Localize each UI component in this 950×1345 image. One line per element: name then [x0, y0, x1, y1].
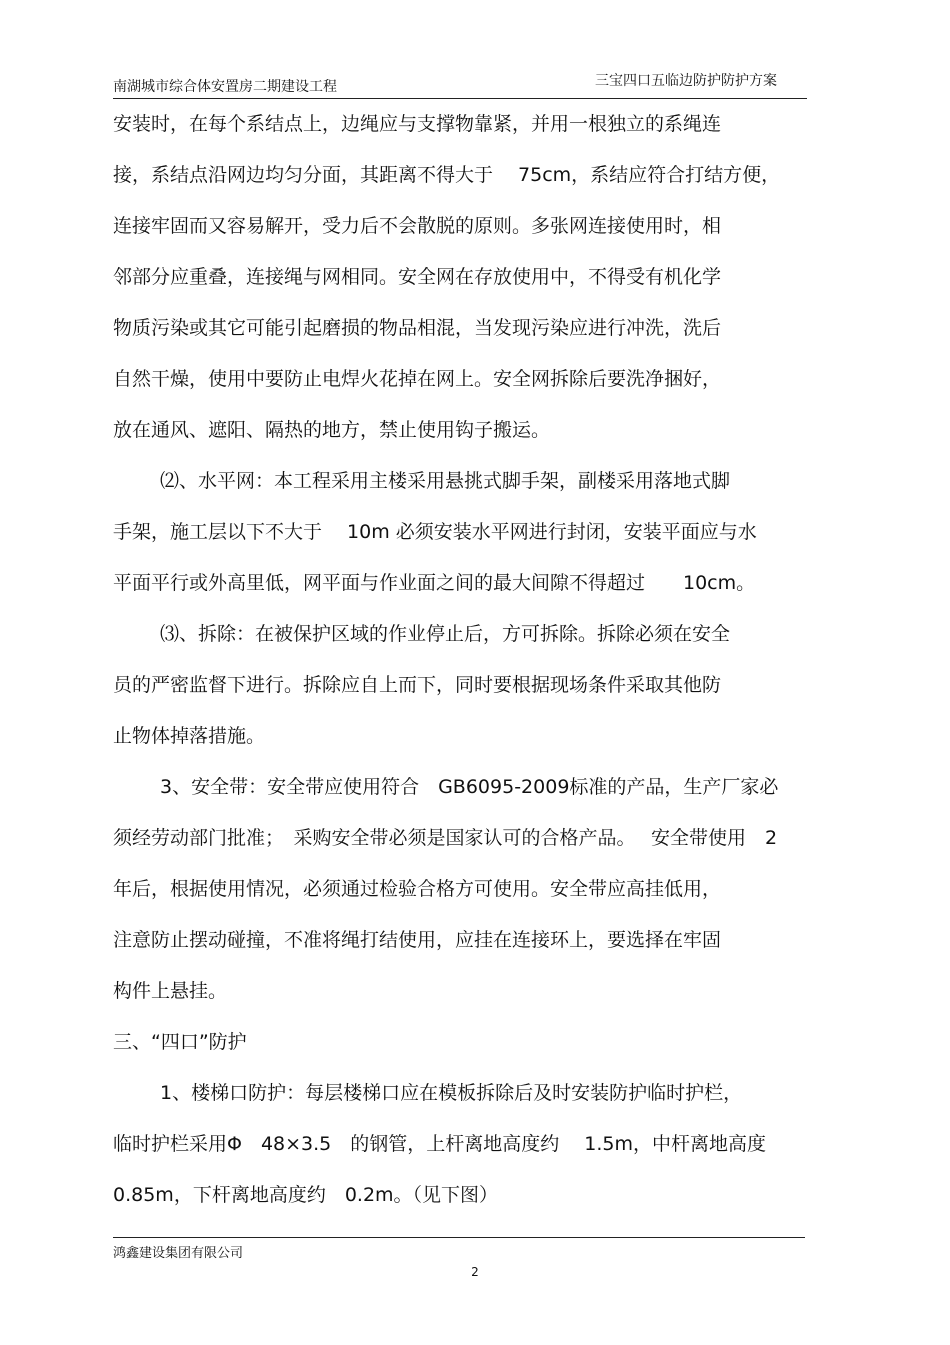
text-line: 邻部分应重叠，连接绳与网相同。安全网在存放使用中，不得受有机化学 [113, 266, 722, 288]
text-line: 放在通风、遮阳、隔热的地方，禁止使用钩子搬运。 [113, 419, 551, 441]
text-line: ⑶、拆除：在被保护区域的作业停止后，方可拆除。拆除必须在安全 [160, 623, 731, 645]
section-heading: 三、“四口”防护 [113, 1031, 247, 1053]
text-line: 0.85m，下杆离地高度约 0.2m。（见下图） [113, 1184, 499, 1206]
text-line: 接，系结点沿网边均匀分面，其距离不得大于 75cm，系结应符合打结方便， [113, 164, 781, 186]
text-line: 物质污染或其它可能引起磨损的物品相混，当发现污染应进行冲洗，洗后 [113, 317, 722, 339]
footer-divider [113, 1237, 805, 1238]
document-body [113, 108, 853, 1230]
text-line: 连接牢固而又容易解开，受力后不会散脱的原则。多张网连接使用时，相 [113, 215, 722, 237]
text-line: 员的严密监督下进行。拆除应自上而下，同时要根据现场条件采取其他防 [113, 674, 722, 696]
text-line: 平面平行或外高里低，网平面与作业面之间的最大间隙不得超过 10cm。 [113, 572, 756, 594]
company-name: 鸿鑫建设集团有限公司 [113, 1246, 244, 1261]
text-line: 年后，根据使用情况，必须通过检验合格方可使用。安全带应高挂低用， [113, 878, 722, 900]
text-line: 止物体掉落措施。 [113, 725, 266, 747]
text-line: 构件上悬挂。 [113, 980, 228, 1002]
project-name: 南湖城市综合体安置房二期建设工程 [113, 79, 337, 95]
text-line: 安装时，在每个系结点上，边绳应与支撑物靠紧，并用一根独立的系绳连 [113, 113, 722, 135]
page-number: 2 [471, 1265, 479, 1279]
text-line: 临时护栏采用Φ 48×3.5 的钢管，上杆离地高度约 1.5m，中杆离地高度 [113, 1133, 767, 1155]
text-line: 自然干燥，使用中要防止电焊火花掉在网上。安全网拆除后要洗净捆好， [113, 368, 722, 390]
text-line: 注意防止摆动碰撞，不准将绳打结使用，应挂在连接环上，要选择在牢固 [113, 929, 722, 951]
text-line: 须经劳动部门批准； 采购安全带必须是国家认可的合格产品。 安全带使用 2 [113, 827, 778, 849]
text-line: 1、楼梯口防护：每层楼梯口应在模板拆除后及时安装防护临时护栏， [160, 1082, 743, 1104]
text-line: 手架，施工层以下不大于 10m 必须安装水平网进行封闭，安装平面应与水 [113, 521, 757, 543]
document-title: 三宝四口五临边防护防护方案 [595, 73, 777, 89]
page-header [113, 68, 807, 99]
text-line: 3、安全带：安全带应使用符合 GB6095-2009标准的产品，生产厂家必 [160, 776, 779, 798]
text-line: ⑵、水平网：本工程采用主楼采用悬挑式脚手架，副楼采用落地式脚 [160, 470, 731, 492]
